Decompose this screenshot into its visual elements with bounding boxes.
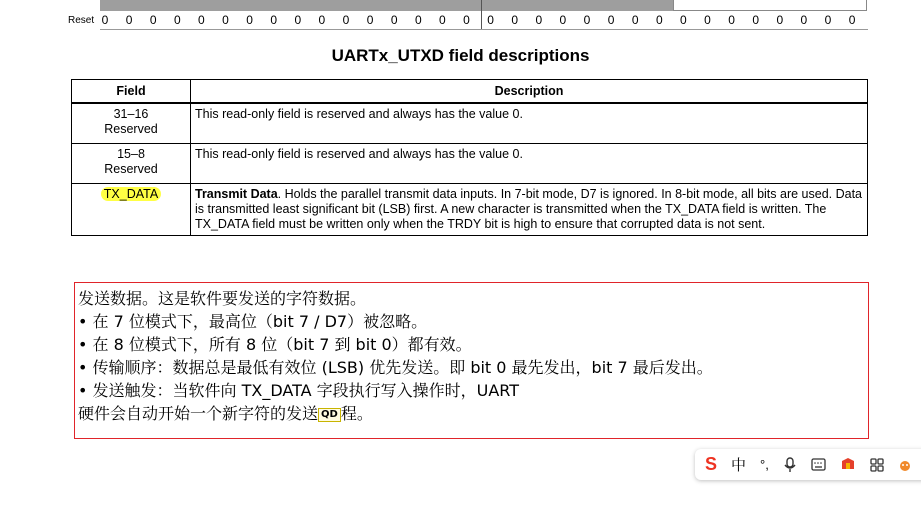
keyboard-icon[interactable] [811,455,826,475]
reset-bit-value: 0 [173,13,181,27]
reset-bit-value: 0 [101,13,109,27]
description-cell: Transmit Data. Holds the parallel transmit data inputs. In 7-bit mode, D7 is ignored. In 8-bit mode, all bits are used. Data is transmitted least significant bit (LSB) first. A new character is transmitted when the TX_DATA field is written. The TX_DATA field must be written only when the TRDY bit is high to ensure that corrupted data is not sent. [191,183,868,235]
column-header-description: Description [191,80,868,104]
highlighted-field-name: TX_DATA [101,187,161,201]
reset-bit-value: 0 [800,13,808,27]
ime-punctuation-toggle[interactable]: °, [760,457,769,472]
reset-values [99,13,869,29]
reset-bit-value: 0 [222,13,229,27]
reset-bit-value: 0 [752,13,760,27]
reset-bit-value: 0 [246,13,253,27]
reset-bit-value: 0 [318,13,326,27]
table-row [72,183,868,235]
reset-bit-value: 0 [366,13,374,27]
reset-bit-value: 0 [728,13,735,27]
reset-bit-value: 0 [559,13,567,27]
field-cell: 31–16 Reserved [72,103,191,143]
note-line: • 在 7 位模式下，最高位（bit 7 / D7）被忽略。 [78,312,428,331]
translation-note-editor[interactable] [74,282,869,439]
reset-bit-value: 0 [414,13,422,27]
reset-bit-value: 0 [463,13,470,27]
reset-bit-value: 0 [848,13,856,27]
reset-bit-value: 0 [439,13,446,27]
mascot-icon[interactable] [898,455,912,475]
note-line: 硬件会自动开始一个新字符的发送 QD 程。 [78,404,373,423]
reset-bit-value: 0 [511,13,519,27]
field-description-table [71,79,868,236]
reset-bit-value: 0 [294,13,302,27]
table-caption: UARTx_UTXD field descriptions [331,46,590,65]
reset-bit-value: 0 [535,13,543,27]
table-row [72,103,868,143]
field-cell [72,183,191,235]
note-line: • 发送触发：当软件向 TX_DATA 字段执行写入操作时，UART [78,381,520,400]
ime-mode-toggle[interactable]: 中 [731,457,747,474]
table-row [72,143,868,183]
description-term: Transmit Data [195,186,278,201]
note-line: 发送数据。这是软件要发送的字符数据。 [78,289,367,308]
reset-bit-value: 0 [631,13,639,27]
reset-bit-value: 0 [824,13,832,27]
reset-bit-value: 0 [125,13,133,27]
description-cell: This read-only field is reserved and always has the value 0. [191,143,868,183]
ime-composition: QD [318,408,341,422]
reset-bit-value: 0 [607,13,615,27]
register-diagram [0,0,921,14]
reset-bit-value: 0 [487,13,494,27]
skin-icon[interactable] [840,455,856,475]
reset-bit-value: 0 [655,13,663,27]
field-cell: 15–8 Reserved [72,143,191,183]
column-header-field: Field [72,80,191,104]
reset-bit-value: 0 [583,13,591,27]
reset-label: Reset [68,15,95,26]
microphone-icon[interactable] [783,455,797,475]
note-line: • 在 8 位模式下，所有 8 位（bit 7 到 bit 0）都有效。 [78,335,472,354]
reset-bit-value: 0 [390,13,398,27]
ime-logo-icon[interactable]: S [705,454,718,474]
register-reserved-bits [100,0,673,11]
ime-toolbar [695,449,921,480]
reset-bit-value: 0 [270,13,278,27]
reset-bit-value: 0 [776,13,784,27]
reset-bit-value: 0 [704,13,711,27]
note-line: • 传输顺序：数据总是最低有效位 (LSB) 优先发送。即 bit 0 最先发出，bit 7 最后发出。 [78,358,713,377]
reset-bit-value: 0 [198,13,205,27]
description-cell: This read-only field is reserved and always has the value 0. [191,103,868,143]
reset-bit-value: 0 [149,13,157,27]
grid-icon[interactable] [870,455,884,475]
reset-bit-value: 0 [680,13,687,27]
reset-bit-value: 0 [342,13,350,27]
